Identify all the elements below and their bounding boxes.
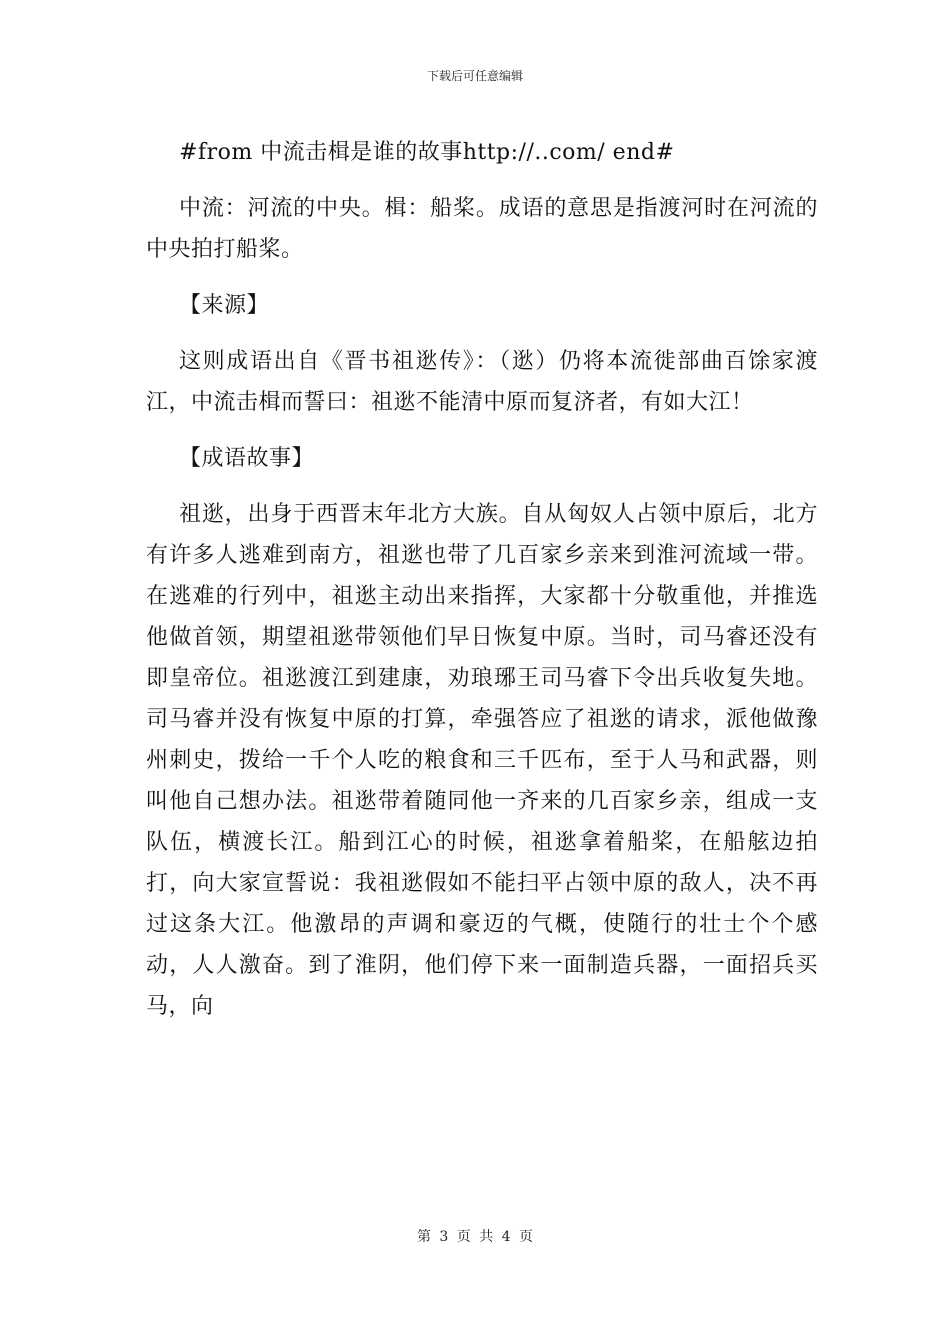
source-line: #from 中流击楫是谁的故事http://..com/ end# [179, 140, 675, 165]
definition-paragraph: 中流：河流的中央。楫：船桨。成语的意思是指渡河时在河流的中央拍打船桨。 [146, 196, 818, 262]
page-footer: 第 3 页 共 4 页 [416, 1229, 534, 1245]
page-header: 下载后可任意编辑 [426, 69, 523, 83]
story-paragraph: 祖逖，出身于西晋末年北方大族。自从匈奴人占领中原后，北方有许多人逃难到南方，祖逖也带了几百家乡亲来到淮河流域一带。在逃难的行列中，祖逖主动出来指挥，大家都十分敬重他，并推选他做首领，期望祖逖带领他们早日恢复中原。当时，司马睿还没有即皇帝位。祖逖渡江到建康，劝琅琊王司马睿下令出兵收复失地。司马睿并没有恢复中原的打算，牵强答应了祖逖的请求，派他做豫州刺史，拨给一千个人吃的粮食和三千匹布，至于人马和武器，则叫他自己想办法。祖逖带着随同他一齐来的几百家乡亲，组成一支队伍，横渡长江。船到江心的时候，祖逖拿着船桨，在船舷边拍打，向大家宣誓说：我祖逖假如不能扫平占领中原的敌人，决不再过这条大江。他激昂的声调和豪迈的气概，使随行的壮士个个感动，人人激奋。到了淮阴，他们停下来一面制造兵器，一面招兵买马，向 [146, 502, 818, 1019]
source-paragraph: 这则成语出自《晋书祖逖传》：（逖）仍将本流徙部曲百馀家渡江，中流击楫而誓曰：祖逖不能清中原而复济者，有如大江！ [146, 349, 818, 415]
document-body [146, 132, 818, 1042]
story-heading: 【成语故事】 [179, 446, 315, 471]
source-heading: 【来源】 [179, 293, 270, 318]
